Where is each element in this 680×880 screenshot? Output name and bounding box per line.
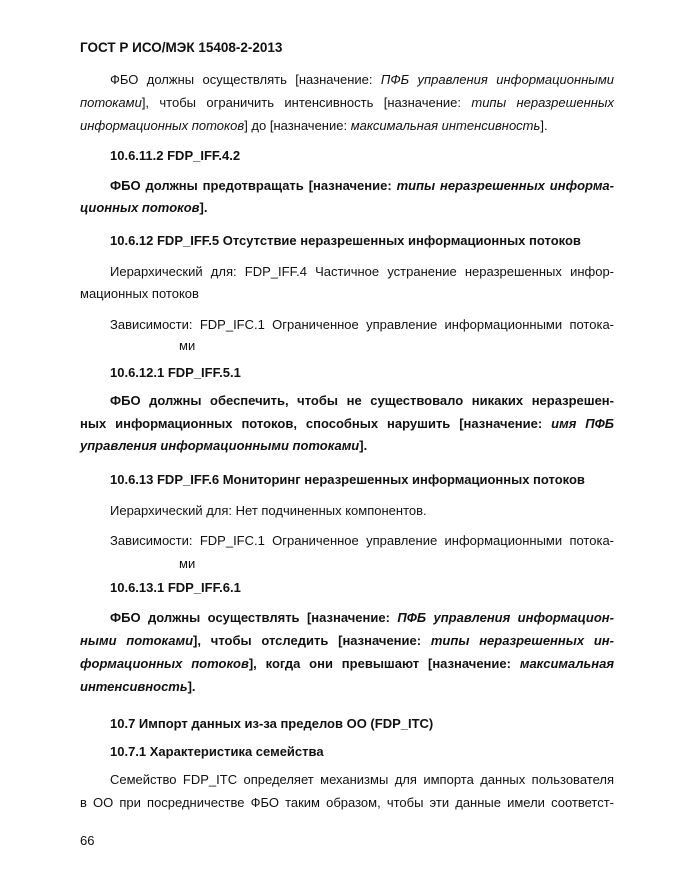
hierarchical-line-1: Иерархический для: FDP_IFF.4 Частичное устранение неразрешенных инфор- <box>110 264 614 279</box>
section-heading-itc: 10.7 Импорт данных из-за пределов ОО (FDP_ITC) <box>110 716 434 731</box>
section-heading-iff5: 10.6.12 FDP_IFF.5 Отсутствие неразрешенных информационных потоков <box>110 233 581 248</box>
hierarchical-line-2: мационных потоков <box>80 286 199 301</box>
paragraph-1-line-1: ФБО должны осуществлять [назначение: ПФБ управления информационными <box>110 72 614 87</box>
paragraph-1-line-2: потоками], чтобы ограничить интенсивность [назначение: типы неразрешенных <box>80 95 614 110</box>
section-heading-ff42: 10.6.11.2 FDP_IFF.4.2 <box>110 148 241 163</box>
section-heading-iff51: 10.6.12.1 FDP_IFF.5.1 <box>110 365 241 380</box>
paragraph-3-line-3: управления информационными потоками]. <box>80 438 368 453</box>
family-paragraph-line-2: в ОО при посредничестве ФБО таким образом, чтобы эти данные имели соответст- <box>80 795 614 810</box>
page-number: 66 <box>80 833 95 848</box>
paragraph-3-line-2: ных информационных потоков, способных нарушить [назначение: имя ПФБ <box>80 416 614 431</box>
family-paragraph-line-1: Семейство FDP_ITC определяет механизмы для импорта данных пользователя <box>110 772 614 787</box>
paragraph-4-line-4: интенсивность]. <box>80 679 196 694</box>
section-heading-iff61: 10.6.13.1 FDP_IFF.6.1 <box>110 580 241 595</box>
dependencies-iff6-line-1: Зависимости: FDP_IFC.1 Ограниченное управление информационными потока- <box>110 533 614 548</box>
document-header: ГОСТ Р ИСО/МЭК 15408-2-2013 <box>80 40 283 55</box>
subsection-heading-family: 10.7.1 Характеристика семейства <box>110 744 324 759</box>
paragraph-4-line-1: ФБО должны осуществлять [назначение: ПФБ управления информацион- <box>110 610 614 625</box>
dependencies-line-1: Зависимости: FDP_IFC.1 Ограниченное управление информационными потока- <box>110 317 614 332</box>
paragraph-1-line-3: информационных потоков] до [назначение: максимальная интенсивность]. <box>80 118 548 133</box>
dependencies-line-2: ми <box>179 338 196 353</box>
paragraph-4-line-3: формационных потоков], когда они превышают [назначение: максимальная <box>80 656 614 671</box>
paragraph-2-line-1: ФБО должны предотвращать [назначение: типы неразрешенных информа- <box>110 178 614 193</box>
paragraph-3-line-1: ФБО должны обеспечить, чтобы не существовало никаких неразрешен- <box>110 393 614 408</box>
section-heading-iff6: 10.6.13 FDP_IFF.6 Мониторинг неразрешенных информационных потоков <box>110 472 585 487</box>
paragraph-4-line-2: ными потоками], чтобы отследить [назначение: типы неразрешенных ин- <box>80 633 614 648</box>
paragraph-2-line-2: ционных потоков]. <box>80 200 208 215</box>
hierarchical-line-iff6: Иерархический для: Нет подчиненных компонентов. <box>110 503 427 518</box>
dependencies-iff6-line-2: ми <box>179 556 196 571</box>
